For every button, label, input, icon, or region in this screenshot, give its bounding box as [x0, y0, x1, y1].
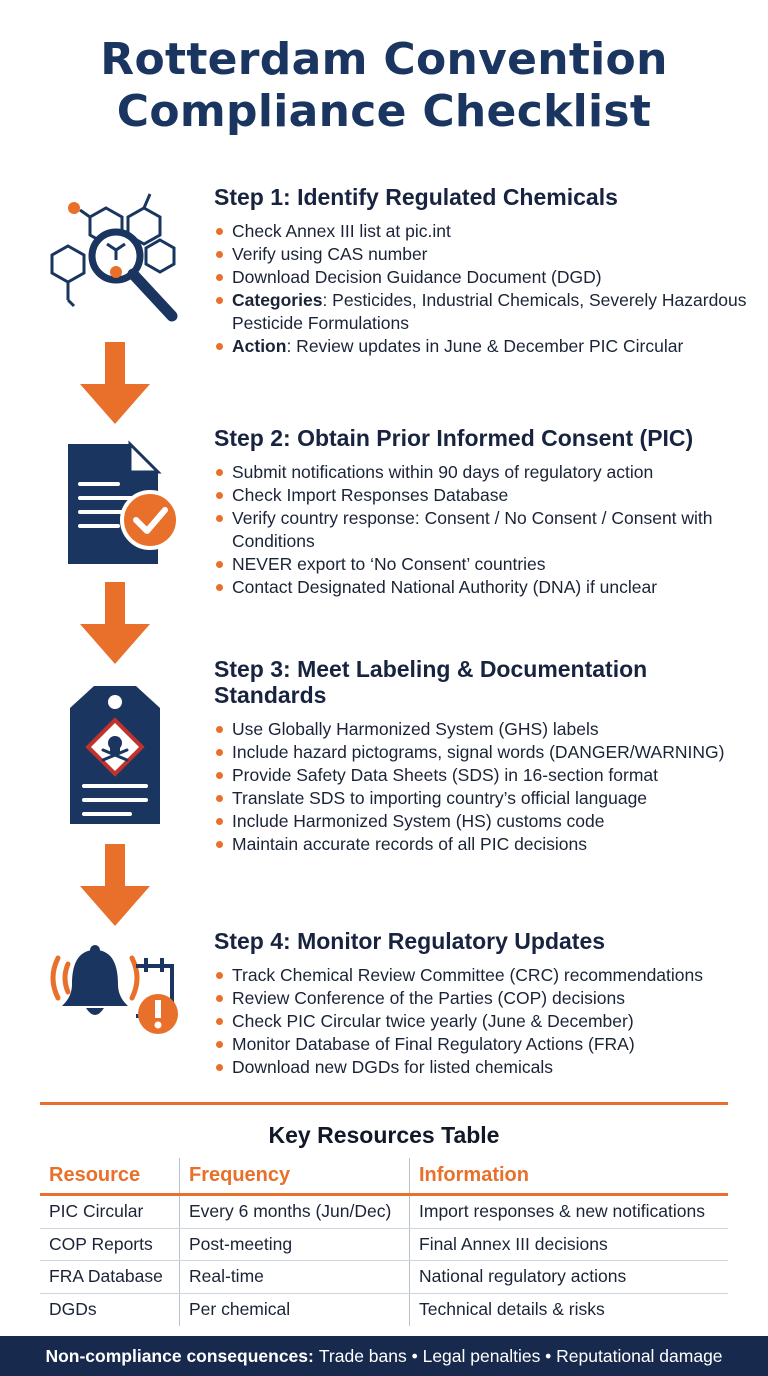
- step-heading: Step 1: Identify Regulated Chemicals: [214, 184, 618, 210]
- checklist-item: Include Harmonized System (HS) customs code: [214, 810, 754, 833]
- checklist-item: Provide Safety Data Sheets (SDS) in 16-section format: [214, 764, 754, 787]
- table-cell: Final Annex III decisions: [419, 1233, 608, 1254]
- table-cell: COP Reports: [40, 1229, 180, 1261]
- step-checklist: [214, 220, 754, 358]
- column-header-information: Information: [419, 1164, 529, 1186]
- checklist-item: Contact Designated National Authority (DNA) if unclear: [214, 576, 754, 599]
- step-4-section: [214, 928, 754, 1079]
- step-3-section: [214, 656, 754, 856]
- footer-text: Trade bans • Legal penalties • Reputational damage: [318, 1345, 723, 1366]
- table-cell: National regulatory actions: [419, 1266, 627, 1287]
- checklist-item: Translate SDS to importing country’s official language: [214, 787, 754, 810]
- column-header-frequency: Frequency: [180, 1158, 410, 1193]
- checklist-item: Review Conference of the Parties (COP) decisions: [214, 987, 754, 1010]
- step-heading: Step 2: Obtain Prior Informed Consent (PIC): [214, 425, 694, 451]
- table-cell: Technical details & risks: [419, 1299, 605, 1320]
- bell-calendar-alert-icon: [44, 944, 186, 1036]
- step-checklist: [214, 461, 754, 599]
- section-divider: [40, 1102, 728, 1105]
- down-arrow-icon: [80, 844, 150, 926]
- table-cell: DGDs: [40, 1294, 180, 1327]
- checklist-item: Categories: Pesticides, Industrial Chemicals, Severely Hazardous Pesticide Formulations: [214, 289, 754, 335]
- column-header-resource: Resource: [40, 1158, 180, 1193]
- table-title: Key Resources Table: [268, 1122, 500, 1148]
- down-arrow-icon: [80, 582, 150, 664]
- table-cell: Real-time: [180, 1261, 410, 1293]
- chemical-magnifier-icon: [44, 188, 186, 332]
- checklist-item: Check Annex III list at pic.int: [214, 220, 754, 243]
- table-cell: FRA Database: [40, 1261, 180, 1293]
- checklist-item: Maintain accurate records of all PIC decisions: [214, 833, 754, 856]
- hazard-tag-icon: [66, 682, 164, 828]
- checklist-item: Download Decision Guidance Document (DGD): [214, 266, 754, 289]
- footer-banner: [0, 1336, 768, 1376]
- checklist-item: Submit notifications within 90 days of regulatory action: [214, 461, 754, 484]
- checklist-item: Verify country response: Consent / No Consent / Consent with Conditions: [214, 507, 754, 553]
- table-row: [40, 1294, 728, 1327]
- table-row: [40, 1196, 728, 1229]
- table-row: [40, 1229, 728, 1262]
- table-header-row: [40, 1158, 728, 1196]
- step-checklist: [214, 964, 754, 1079]
- page-title-line-2: Compliance Checklist: [116, 86, 652, 137]
- table-cell: Per chemical: [180, 1294, 410, 1327]
- page-title: [0, 34, 768, 138]
- resources-table: [40, 1158, 728, 1326]
- checklist-item: Verify using CAS number: [214, 243, 754, 266]
- table-row: [40, 1261, 728, 1294]
- footer-label: Non-compliance consequences:: [45, 1345, 314, 1366]
- step-1-section: [214, 184, 754, 358]
- step-heading: Step 4: Monitor Regulatory Updates: [214, 928, 606, 954]
- table-cell: Post-meeting: [180, 1229, 410, 1261]
- checklist-item: Download new DGDs for listed chemicals: [214, 1056, 754, 1079]
- table-cell: Every 6 months (Jun/Dec): [180, 1196, 410, 1228]
- down-arrow-icon: [80, 342, 150, 424]
- checklist-item: Check Import Responses Database: [214, 484, 754, 507]
- checklist-item: Use Globally Harmonized System (GHS) labels: [214, 718, 754, 741]
- step-checklist: [214, 718, 754, 856]
- checklist-item: Check PIC Circular twice yearly (June & December): [214, 1010, 754, 1033]
- checklist-item: Action: Review updates in June & December PIC Circular: [214, 335, 754, 358]
- step-heading: Step 3: Meet Labeling & Documentation Standards: [214, 656, 648, 708]
- document-check-icon: [62, 440, 184, 570]
- step-2-section: [214, 425, 754, 599]
- checklist-item: NEVER export to ‘No Consent’ countries: [214, 553, 754, 576]
- checklist-item: Include hazard pictograms, signal words (DANGER/WARNING): [214, 741, 754, 764]
- checklist-item: Track Chemical Review Committee (CRC) recommendations: [214, 964, 754, 987]
- checklist-item: Monitor Database of Final Regulatory Actions (FRA): [214, 1033, 754, 1056]
- table-cell: PIC Circular: [40, 1196, 180, 1228]
- table-cell: Import responses & new notifications: [419, 1201, 705, 1222]
- page-title-line-1: Rotterdam Convention: [100, 34, 668, 85]
